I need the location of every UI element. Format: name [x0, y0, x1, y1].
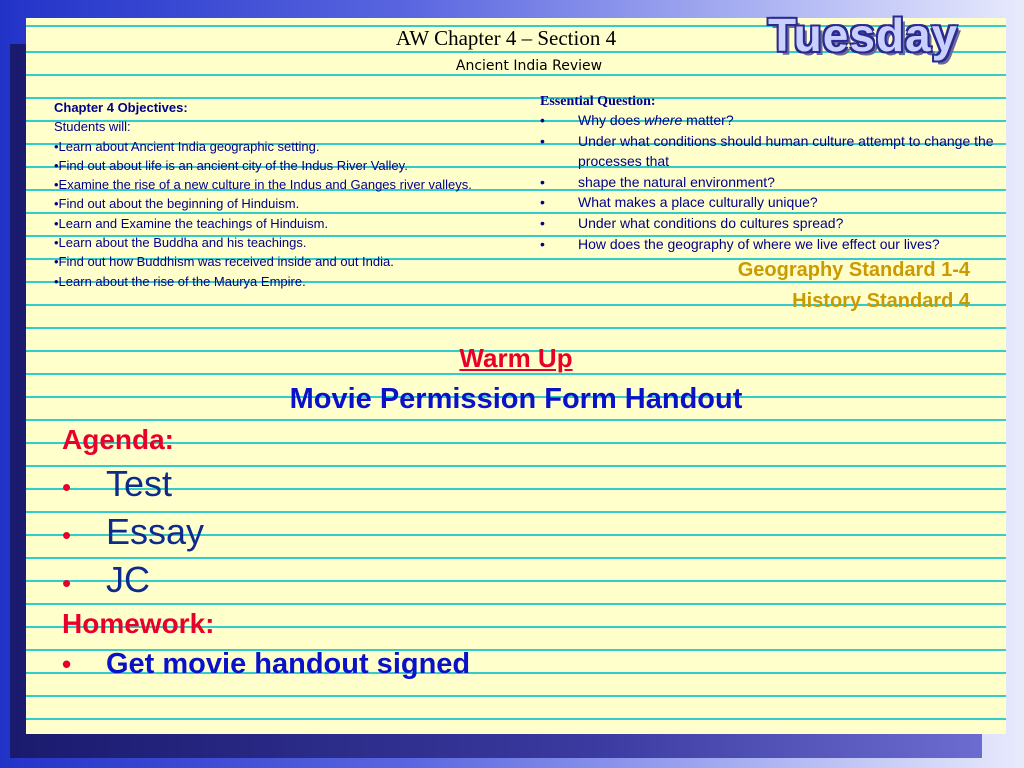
question-text: matter?	[682, 112, 734, 128]
essential-question-item	[540, 172, 1002, 193]
geography-standard: Geography Standard 1-4	[737, 259, 970, 281]
slide-title: AW Chapter 4 – Section 4	[395, 26, 617, 50]
question-text: Why does	[578, 112, 645, 128]
objective-item: •Learn and Examine the teachings of Hinduism.	[54, 215, 329, 231]
essential-question-item	[540, 213, 1002, 234]
agenda-item	[62, 463, 172, 505]
agenda-item	[62, 559, 150, 601]
objectives-heading: Chapter 4 Objectives:	[54, 100, 188, 115]
essential-question-heading: Essential Question:	[540, 94, 656, 109]
history-standard: History Standard 4	[792, 290, 970, 312]
homework-heading: Homework:	[62, 608, 215, 639]
bullet: •	[62, 472, 72, 502]
essential-question-item	[540, 131, 1002, 172]
question-emphasis: where	[644, 112, 683, 128]
objective-item: •Find out about life is an ancient city of the Indus River Valley.	[54, 157, 408, 173]
essential-question-item	[540, 110, 1002, 131]
bullet: •	[540, 132, 545, 149]
bullet: •	[540, 194, 545, 211]
bullet: •	[540, 235, 545, 252]
question-text: How does the geography of where we live effect our lives?	[578, 235, 940, 252]
essential-question-block	[540, 93, 1002, 254]
objectives-intro: Students will:	[54, 119, 131, 135]
question-text: Under what conditions do cultures spread?	[578, 214, 844, 231]
homework-item-label: Get movie handout signed	[106, 648, 471, 680]
question-text: Under what conditions should human culture attempt to change the processes that	[578, 132, 994, 170]
warm-up-heading: Warm Up	[459, 343, 573, 373]
question-text: shape the natural environment?	[578, 173, 775, 190]
bullet: •	[540, 214, 545, 231]
homework-item	[62, 648, 470, 681]
objective-item: •Examine the rise of a new culture in the Indus and Ganges river valleys.	[54, 177, 472, 193]
agenda-item	[62, 511, 204, 553]
objective-item: •Learn about the Buddha and his teachings.	[54, 235, 307, 251]
objective-item: •Learn about Ancient India geographic setting.	[54, 138, 320, 154]
bullet: •	[62, 520, 72, 550]
bullet: •	[540, 112, 545, 128]
agenda-item-label: Test	[106, 463, 173, 504]
bullet: •	[62, 649, 72, 679]
objective-item: •Find out how Buddhism was received inside and out India.	[54, 254, 394, 270]
question-text: What makes a place culturally unique?	[578, 194, 818, 211]
objective-item: •Find out about the beginning of Hinduism.	[54, 196, 300, 212]
objective-item: •Learn about the rise of the Maurya Empire.	[54, 273, 306, 289]
essential-question-item	[540, 192, 1002, 213]
bullet: •	[62, 568, 72, 598]
slide-subtitle: Ancient India Review	[455, 58, 603, 74]
agenda-item-label: Essay	[106, 511, 205, 552]
essential-question-item	[540, 234, 1002, 255]
bullet: •	[540, 173, 545, 190]
agenda-item-label: JC	[106, 559, 150, 600]
day-label: Tuesday	[768, 9, 959, 61]
warm-up-text: Movie Permission Form Handout	[289, 383, 743, 415]
agenda-heading: Agenda:	[62, 424, 174, 455]
objectives-block	[54, 98, 524, 291]
